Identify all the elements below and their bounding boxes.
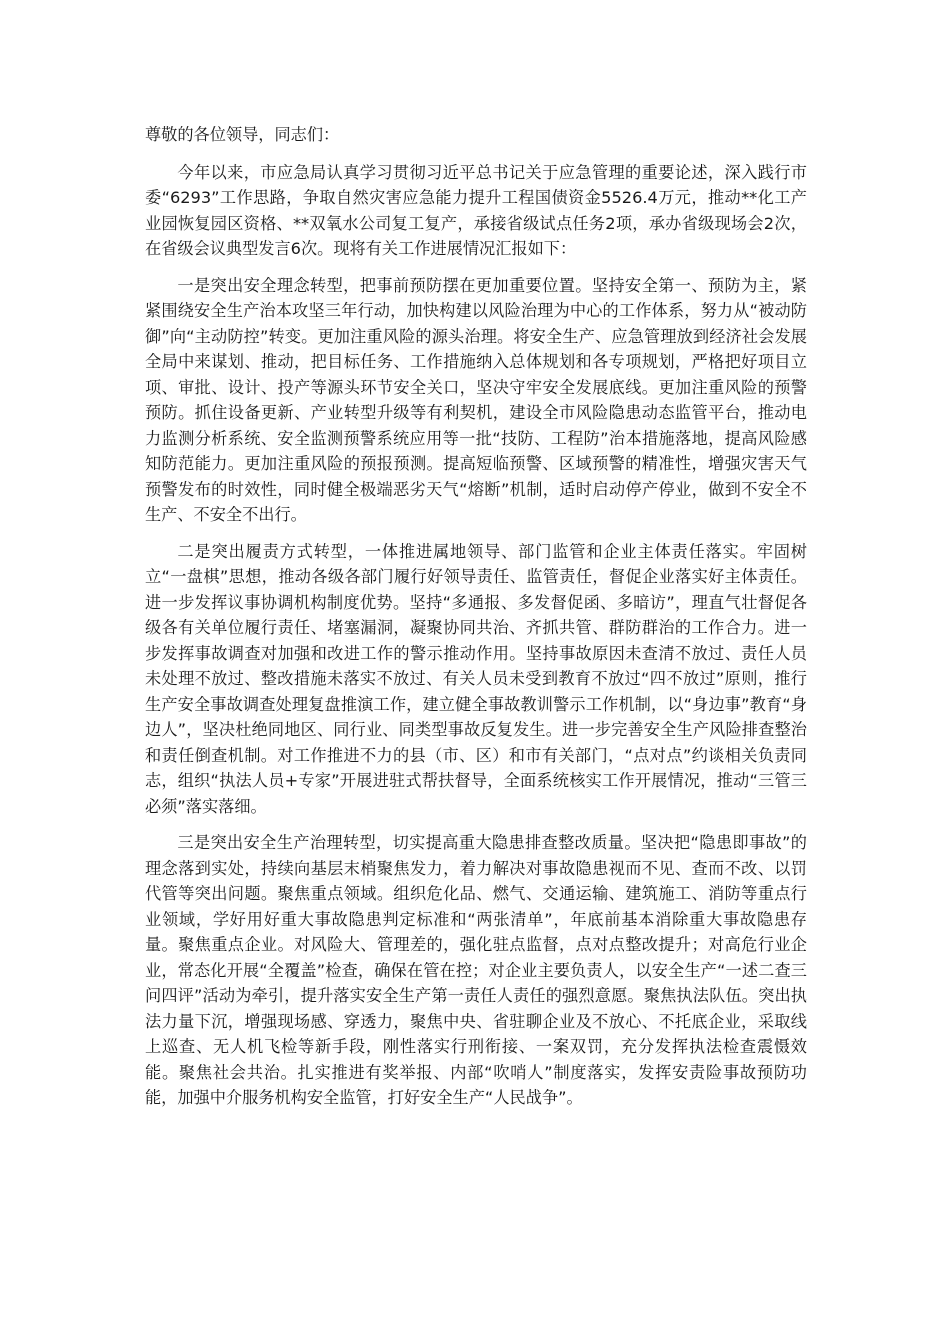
salutation: 尊敬的各位领导，同志们：	[145, 125, 340, 144]
paragraph-governance: 三是突出安全生产治理转型，切实提高重大隐患排查整改质量。坚决把“隐患即事故”的理念落到实处，持续向基层末梢聚焦发力，着力解决对事故隐患视而不见、查而不改、以罚代管等突出问题。聚焦重点领域。组织危化品、燃气、交通运输、建筑施工、消防等重点行业领域，学好用好重大事故隐患判定标准和“两张清单”，年底前基本消除重大事故隐患存量。聚焦重点企业。对风险大、管理差的，强化驻点监督，点对点整改提升；对高危行业企业，常态化开展“全覆盖”检查，确保在管在控；对企业主要负责人，以安全生产“一述二查三问四评”活动为牵引，提升落实安全生产第一责任人责任的强烈意愿。聚焦执法队伍。突出执法力量下沉，增强现场感、穿透力，聚焦中央、省驻聊企业及不放心、不托底企业，采取线上巡查、无人机飞检等新手段，刚性落实行刑衔接、一案双罚，充分发挥执法检查震慑效能。聚焦社会共治。扎实推进有奖举报、内部“吹哨人”制度落实，发挥安责险事故预防功能，加强中介服务机构安全监管，打好安全生产“人民战争”。	[145, 833, 807, 1107]
document-body	[145, 122, 807, 1122]
paragraph-responsibility: 二是突出履责方式转型，一体推进属地领导、部门监管和企业主体责任落实。牢固树立“一盘棋”思想，推动各级各部门履行好领导责任、监管责任，督促企业落实好主体责任。进一步发挥议事协调机构制度优势。坚持“多通报、多发督促函、多暗访”，理直气壮督促各级各有关单位履行责任、堵塞漏洞，凝聚协同共治、齐抓共管、群防群治的工作合力。进一步发挥事故调查对加强和改进工作的警示推动作用。坚持事故原因未查清不放过、责任人员未处理不放过、整改措施未落实不放过、有关人员未受到教育不放过“四不放过”原则，推行生产安全事故调查处理复盘推演工作，建立健全事故教训警示工作机制，以“身边事”教育“身边人”，坚决杜绝同地区、同行业、同类型事故反复发生。进一步完善安全生产风险排查整治和责任倒查机制。对工作推进不力的县（市、区）和市有关部门，“点对点”约谈相关负责同志，组织“执法人员+专家”开展进驻式帮扶督导，全面系统核实工作开展情况，推动“三管三必须”落实落细。	[145, 541, 807, 816]
paragraph-intro: 今年以来，市应急局认真学习贯彻习近平总书记关于应急管理的重要论述，深入践行市委“6293”工作思路，争取自然灾害应急能力提升工程国债资金5526.4万元，推动**化工产业园恢复园区资格、**双氧水公司复工复产，承接省级试点任务2项，承办省级现场会2次，在省级会议典型发言6次。现将有关工作进展情况汇报如下：	[145, 162, 807, 258]
paragraph-safety-concept: 一是突出安全理念转型，把事前预防摆在更加重要位置。坚持安全第一、预防为主，紧紧围绕安全生产治本攻坚三年行动，加快构建以风险治理为中心的工作体系，努力从“被动防御”向“主动防控”转变。更加注重风险的源头治理。将安全生产、应急管理放到经济社会发展全局中来谋划、推动，把目标任务、工作措施纳入总体规划和各专项规划，严格把好项目立项、审批、设计、投产等源头环节安全关口，坚决守牢安全发展底线。更加注重风险的预警预防。抓住设备更新、产业转型升级等有利契机，建设全市风险隐患动态监管平台，推动电力监测分析系统、安全监测预警系统应用等一批“技防、工程防”治本措施落地，提高风险感知防范能力。更加注重风险的预报预测。提高短临预警、区域预警的精准性，增强灾害天气预警发布的时效性，同时健全极端恶劣天气“熔断”机制，适时启动停产停业，做到不安全不生产、不安全不出行。	[145, 275, 807, 524]
